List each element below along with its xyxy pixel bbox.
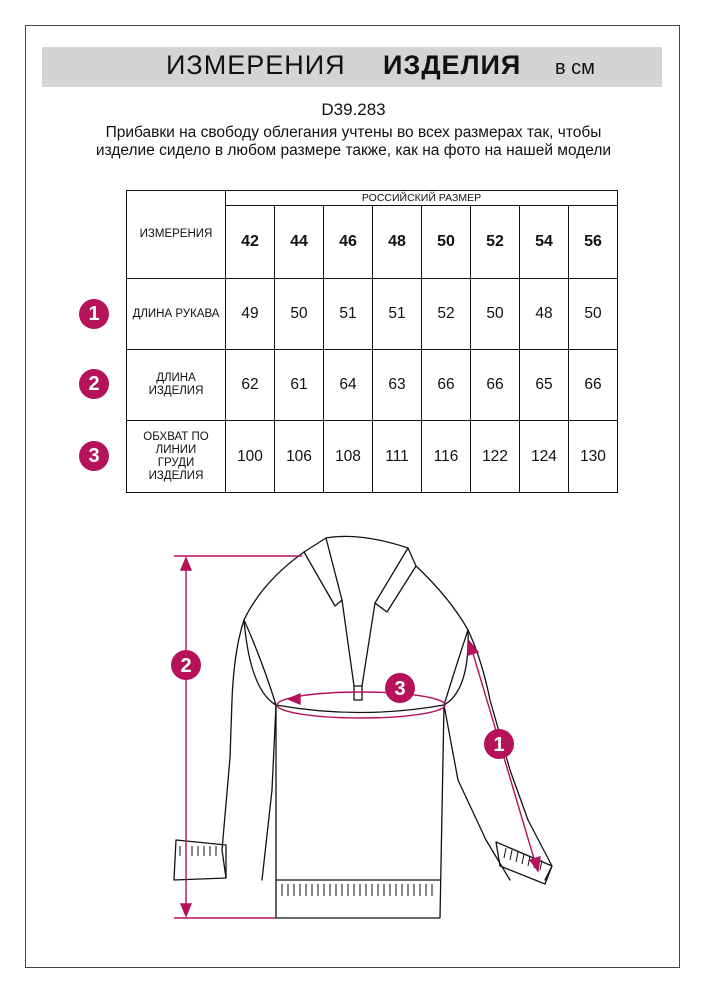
diagram-marker-3-label: 3 [394,678,406,700]
placket [342,600,375,686]
table-cell: 116 [422,421,471,493]
table-cell: 122 [471,421,520,493]
row-label: ДЛИНА РУКАВА [127,279,226,350]
table-cell: 62 [226,350,275,421]
size-header: 48 [373,206,422,279]
table-cell: 111 [373,421,422,493]
size-header: 44 [275,206,324,279]
row-marker-3: 3 [79,441,109,471]
hem-ribbing [282,884,432,896]
table-cell: 49 [226,279,275,350]
table-cell: 61 [275,350,324,421]
table-cell: 63 [373,350,422,421]
size-group-header: РОССИЙСКИЙ РАЗМЕР [226,191,618,206]
table-cell: 66 [471,350,520,421]
size-header: 56 [569,206,618,279]
description-text: Прибавки на свободу облегания учтены во всех размерах так, чтобы изделие сидело в любом размере также, как на фото на нашей модели [95,124,612,159]
body-left [222,552,304,878]
row-label-text: ДЛИНА ИЗДЕЛИЯ [148,372,204,397]
size-header: 46 [324,206,373,279]
table-cell: 124 [520,421,569,493]
body-right [416,566,552,880]
diagram-marker-1-label: 1 [493,734,505,756]
collar-left [304,538,342,606]
table-cell: 51 [324,279,373,350]
row-marker-2: 2 [79,369,109,399]
table-cell: 130 [569,421,618,493]
cuff-left [174,840,226,880]
table-cell: 65 [520,350,569,421]
row-marker-1: 1 [79,299,109,329]
row-label-text: ОБХВАТ ПО ЛИНИИ ГРУДИ ИЗДЕЛИЯ [143,430,209,482]
size-header: 52 [471,206,520,279]
table-cell: 106 [275,421,324,493]
table-cell: 51 [373,279,422,350]
collar-right [375,548,416,612]
table-cell: 66 [422,350,471,421]
title-unit: в см [555,57,595,79]
size-header: 50 [422,206,471,279]
table-cell: 66 [569,350,618,421]
table-cell: 48 [520,279,569,350]
table-cell: 64 [324,350,373,421]
size-header: 42 [226,206,275,279]
title-part1: ИЗМЕРЕНИЯ [166,50,346,80]
table-cell: 100 [226,421,275,493]
sleeve-left-inner [244,620,276,880]
measurements-header: ИЗМЕРЕНИЯ [127,191,226,279]
chest-measure-ellipse [277,692,445,718]
neck-back [326,536,408,548]
cuff-right [496,842,552,884]
table-cell: 50 [569,279,618,350]
title-part2: ИЗДЕЛИЯ [383,50,522,80]
product-code: D39.283 [321,100,386,119]
diagram-marker-2-label: 2 [180,655,192,677]
table-cell: 50 [471,279,520,350]
size-header: 54 [520,206,569,279]
table-cell: 52 [422,279,471,350]
table-cell: 50 [275,279,324,350]
table-cell: 108 [324,421,373,493]
